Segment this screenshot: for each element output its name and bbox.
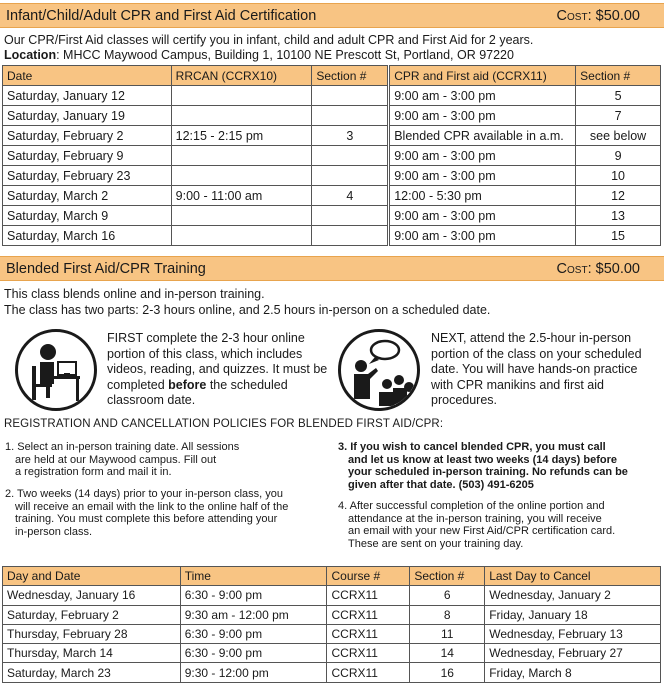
table-cell: Saturday, March 16: [3, 226, 172, 246]
section1-intro: Our CPR/First Aid classes will certify you in infant, child and adult CPR and First Aid for 2 years.: [4, 33, 534, 47]
table-cell: 9:00 am - 3:00 pm: [389, 226, 576, 246]
table-cell: 15: [576, 226, 661, 246]
table-cell: 11: [410, 624, 485, 643]
table-cell: Saturday, March 9: [3, 206, 172, 226]
table-cell: 10: [576, 166, 661, 186]
first-step-bold: before: [168, 377, 207, 392]
column-header: Time: [180, 567, 327, 586]
policy-1-line-2: are held at our Maywood campus. Fill out: [15, 453, 217, 466]
table-cell: Saturday, January 12: [3, 86, 172, 106]
table-cell: CCRX11: [327, 605, 410, 624]
policy-4-line-1: 4. After successful completion of the online portion and: [338, 500, 605, 512]
table-cell: 6: [410, 586, 485, 605]
table-cell: Wednesday, January 2: [485, 586, 661, 605]
table-cell: [312, 226, 389, 246]
table-cell: Saturday, March 2: [3, 186, 172, 206]
table-cell: 12: [576, 186, 661, 206]
location-value: : MHCC Maywood Campus, Building 1, 10100 NE Prescott St, Portland, OR 97220: [56, 48, 514, 62]
policy-3-line-3: your scheduled in-person training. No refunds can be: [348, 466, 628, 479]
section1-location: [4, 48, 514, 63]
table-cell: [312, 146, 389, 166]
table-cell: 8: [410, 605, 485, 624]
table-cell: 9:00 am - 3:00 pm: [389, 146, 576, 166]
table-cell: 9:30 am - 12:00 pm: [180, 605, 327, 624]
table-cell: 16: [410, 663, 485, 682]
column-header: Last Day to Cancel: [485, 567, 661, 586]
table-cell: Wednesday, January 16: [3, 586, 181, 605]
policy-2: [5, 488, 335, 538]
table-cell: 4: [312, 186, 389, 206]
table-cell: Wednesday, February 27: [485, 644, 661, 663]
table-row: [3, 146, 661, 166]
next-step-text: NEXT, attend the 2.5-hour in-person portion of the class on your scheduled date. You will have hands-on practice with CPR manikins and first aid procedures.: [431, 331, 642, 407]
policy-1-line-3: a registration form and mail it in.: [15, 466, 172, 479]
location-label: Location: [4, 48, 57, 62]
table-cell: Saturday, February 23: [3, 166, 172, 186]
column-header: Section #: [576, 66, 661, 86]
section2-cost-value: $50.00: [595, 260, 640, 277]
policy-3-line-2: and let us know at least two weeks (14 days) before: [348, 453, 617, 466]
person-at-computer-icon: [15, 329, 97, 411]
table-cell: [171, 166, 312, 186]
section1-header: [0, 3, 664, 28]
table-cell: [171, 86, 312, 106]
section1-cost-value: $50.00: [595, 7, 640, 24]
table-row: [3, 586, 661, 605]
table-cell: [312, 166, 389, 186]
column-header: Course #: [327, 567, 410, 586]
table-cell: 6:30 - 9:00 pm: [180, 644, 327, 663]
column-header: CPR and First aid (CCRX11): [389, 66, 576, 86]
instructor-with-class-icon: [338, 329, 420, 411]
policy-3-line-1: 3. If you wish to cancel blended CPR, you must call: [338, 441, 606, 453]
section1-title: Infant/Child/Adult CPR and First Aid Certification: [6, 7, 317, 24]
column-header: Day and Date: [3, 567, 181, 586]
table-cell: [171, 106, 312, 126]
section2-intro-1: This class blends online and in-person training.: [4, 287, 265, 301]
table-cell: Friday, January 18: [485, 605, 661, 624]
table-cell: CCRX11: [327, 624, 410, 643]
table-row: [3, 663, 661, 682]
table-row: [3, 86, 661, 106]
policy-1-line-1: 1. Select an in-person training date. All sessions: [5, 441, 240, 453]
blended-schedule-body: [3, 586, 661, 682]
table-cell: see below: [576, 126, 661, 146]
column-header: Section #: [410, 567, 485, 586]
policy-4: [338, 500, 663, 550]
table-cell: CCRX11: [327, 644, 410, 663]
table-cell: 9:00 am - 3:00 pm: [389, 106, 576, 126]
table-row: [3, 206, 661, 226]
policy-2-line-3: training. You must complete this before attending your: [15, 513, 278, 526]
section1-cost-label: Cost:: [556, 7, 592, 24]
table-header-row: [3, 66, 661, 86]
table-row: [3, 166, 661, 186]
table-cell: Saturday, February 9: [3, 146, 172, 166]
table-cell: Blended CPR available in a.m.: [389, 126, 576, 146]
policy-3-line-4: given after that date. (503) 491-6205: [348, 478, 534, 491]
table-cell: [312, 86, 389, 106]
section1-cost: [557, 8, 640, 24]
table-cell: 7: [576, 106, 661, 126]
column-header: Section #: [312, 66, 389, 86]
policy-3: [338, 441, 663, 491]
table-cell: [171, 146, 312, 166]
table-cell: 9:00 am - 3:00 pm: [389, 166, 576, 186]
table-cell: Saturday, March 23: [3, 663, 181, 682]
table-cell: Thursday, March 14: [3, 644, 181, 663]
column-header: Date: [3, 66, 172, 86]
table-cell: CCRX11: [327, 586, 410, 605]
policy-4-line-4: These are sent on your training day.: [348, 537, 524, 550]
table-cell: Thursday, February 28: [3, 624, 181, 643]
table-cell: 9:00 am - 3:00 pm: [389, 206, 576, 226]
table-cell: Saturday, February 2: [3, 605, 181, 624]
table-cell: 13: [576, 206, 661, 226]
cpr-schedule-body: [3, 86, 661, 246]
policy-2-line-1: 2. Two weeks (14 days) prior to your in-person class, you: [5, 488, 283, 500]
table-cell: 12:00 - 5:30 pm: [389, 186, 576, 206]
table-cell: 3: [312, 126, 389, 146]
table-cell: CCRX11: [327, 663, 410, 682]
table-row: [3, 226, 661, 246]
table-row: [3, 624, 661, 643]
policy-1: [5, 441, 325, 479]
table-cell: 6:30 - 9:00 pm: [180, 624, 327, 643]
section2-intro-2: The class has two parts: 2-3 hours online, and 2.5 hours in-person on a scheduled date.: [4, 303, 491, 317]
blended-schedule-table: [2, 566, 661, 683]
section2-cost-label: Cost:: [556, 260, 592, 277]
policy-4-line-2: attendance at the in-person training, you will receive: [348, 512, 602, 525]
table-cell: 12:15 - 2:15 pm: [171, 126, 312, 146]
table-cell: [171, 226, 312, 246]
table-row: [3, 186, 661, 206]
section2-header: [0, 256, 664, 281]
table-cell: [312, 106, 389, 126]
table-row: [3, 605, 661, 624]
policy-2-line-4: in-person class.: [15, 525, 93, 538]
table-cell: Wednesday, February 13: [485, 624, 661, 643]
table-cell: Saturday, January 19: [3, 106, 172, 126]
table-header-row: [3, 567, 661, 586]
table-row: [3, 126, 661, 146]
table-cell: 9:00 - 11:00 am: [171, 186, 312, 206]
table-row: [3, 644, 661, 663]
table-cell: [171, 206, 312, 226]
table-cell: 5: [576, 86, 661, 106]
table-row: [3, 106, 661, 126]
policy-4-line-3: an email with your new First Aid/CPR certification card.: [348, 525, 616, 538]
first-step-post: the scheduled classroom date.: [107, 377, 288, 407]
table-cell: [312, 206, 389, 226]
table-cell: 14: [410, 644, 485, 663]
table-cell: Friday, March 8: [485, 663, 661, 682]
column-header: RRCAN (CCRX10): [171, 66, 312, 86]
table-cell: 6:30 - 9:00 pm: [180, 586, 327, 605]
first-step-pre: FIRST complete the 2-3 hour online portion of this class, which includes videos, reading, and quizzes. It must be completed: [107, 331, 328, 392]
section2-cost: [557, 261, 640, 277]
table-cell: 9: [576, 146, 661, 166]
cpr-schedule-table: [2, 65, 661, 246]
table-cell: Saturday, February 2: [3, 126, 172, 146]
section2-title: Blended First Aid/CPR Training: [6, 260, 206, 277]
policies-title: REGISTRATION AND CANCELLATION POLICIES FOR BLENDED FIRST AID/CPR:: [4, 418, 444, 430]
table-cell: 9:30 - 12:00 pm: [180, 663, 327, 682]
policy-2-line-2: will receive an email with the link to the online half of the: [15, 500, 289, 513]
first-step-text: [107, 331, 332, 409]
table-cell: 9:00 am - 3:00 pm: [389, 86, 576, 106]
